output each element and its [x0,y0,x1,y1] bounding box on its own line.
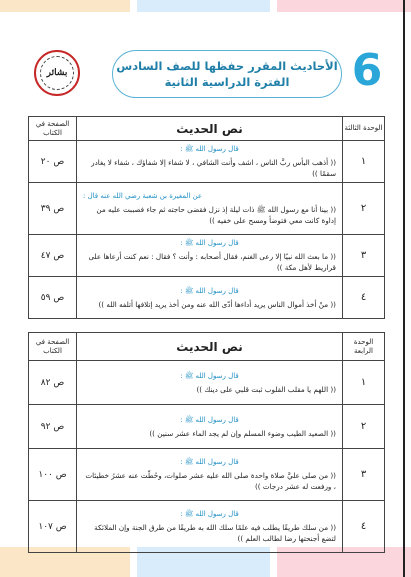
narrator-label: قال رسول الله ﷺ : [180,510,239,518]
hadith-cell [77,183,343,235]
table-row [29,277,385,319]
row-number: ٢ [343,183,385,235]
hadith-table-unit-3 [28,116,385,319]
hadith-text-header: نص الحديث [77,117,343,141]
hadith-cell [77,141,343,183]
page-number: ص ٨٢ [29,361,77,405]
row-number: ٢ [343,405,385,449]
page-number: ص ١٠٠ [29,449,77,501]
page-edge-line [403,0,405,577]
table-row [29,235,385,277]
hadith-cell [77,235,343,277]
narrator-label: قال رسول الله ﷺ : [180,458,239,466]
table-row [29,449,385,501]
row-number: ٣ [343,449,385,501]
unit-header: الوحدة الرابعة [343,333,385,361]
page-number: ص ٣٩ [29,183,77,235]
logo-text: بشائر [40,56,74,90]
narrator-label: قال رسول الله ﷺ : [180,415,239,424]
hadith-text-header: نص الحديث [77,333,343,361]
top-right-color-block [277,0,411,12]
narrator-label: قال رسول الله ﷺ : [180,145,239,153]
hadith-text: (( أذهب البأس ربَّ الناس ، اشف وأنت الشافي ، لا شفاء إلا شفاؤك ، شفاء لا يغادر سقمًا )) [91,158,336,178]
table-row [29,501,385,553]
table-row [29,183,385,235]
page-number: ص ١٠٧ [29,501,77,553]
lesson-number: 6 [351,45,383,96]
title-box [112,50,342,98]
hadith-text: (( ما بعث الله نبيًا إلا رعى الغنم، فقال أصحابه : وأنت ؟ فقال : نعم كنت أرعاها على قراريط لأهل مكة )) [88,252,336,272]
hadith-text: (( اللهم يا مقلب القلوب ثبت قلبي على دينك )) [196,384,336,394]
row-number: ٤ [343,501,385,553]
hadith-cell [77,405,343,449]
unit-header: الوحدة الثالثة [343,117,385,141]
school-logo [34,50,80,96]
table-row [29,141,385,183]
hadith-text: (( بينا أنا مع رسول الله ﷺ ذات ليلة إذ نزل فقضى حاجته ثم جاء فصببت عليه من إداوة كانت معي فتوضأ ومسح على خفيه )) [96,205,336,225]
hadith-text: (( من سلك طريقًا يطلب فيه علمًا سلك الله به طريقًا من طرق الجنة وإن الملائكة لتضع أجنحتها رضا لطالب العلم )) [94,523,336,543]
narrator-label: عن المغيرة بن شعبة رضي الله عنه قال : [83,192,203,200]
hadith-cell [77,361,343,405]
hadith-text: (( منْ أخذ أموال الناس يريد أداءها أدّى الله عنه ومن أخذ يريد إتلافها أتلفه الله )) [98,299,336,309]
hadith-cell [77,277,343,319]
narrator-label: قال رسول الله ﷺ : [180,286,239,295]
page-header-cell: الصفحة في الكتاب [29,333,77,361]
hadith-text: (( من صلى عليَّ صلاة واحدة صلى الله عليه عشر صلوات، وحُطّت عنه عشرُ خطيئات ، ورفعت له عشر درجات )) [85,471,336,491]
row-number: ١ [343,141,385,183]
row-number: ١ [343,361,385,405]
page-header-cell: الصفحة في الكتاب [29,117,77,141]
top-left-color-block [0,0,130,12]
page-title: الأحاديث المقرر حفظها للصف السادس [116,59,338,73]
table-header-row [29,117,385,141]
page-number: ص ٥٩ [29,277,77,319]
hadith-table-unit-4 [28,332,385,553]
narrator-label: قال رسول الله ﷺ : [180,371,239,380]
row-number: ٣ [343,235,385,277]
hadith-cell [77,449,343,501]
table-row [29,361,385,405]
table-header-row [29,333,385,361]
hadith-cell [77,501,343,553]
hadith-text: (( الصعيد الطيب وضوء المسلم وإن لم يجد الماء عشر سنين )) [149,428,336,438]
page-subtitle: الفترة الدراسية الثانية [164,75,290,89]
row-number: ٤ [343,277,385,319]
page-number: ص ٢٠ [29,141,77,183]
top-center-color-block [137,0,270,12]
page-number: ص ٤٧ [29,235,77,277]
page-number: ص ٩٢ [29,405,77,449]
table-row [29,405,385,449]
narrator-label: قال رسول الله ﷺ : [180,239,239,247]
page-header [20,40,390,106]
